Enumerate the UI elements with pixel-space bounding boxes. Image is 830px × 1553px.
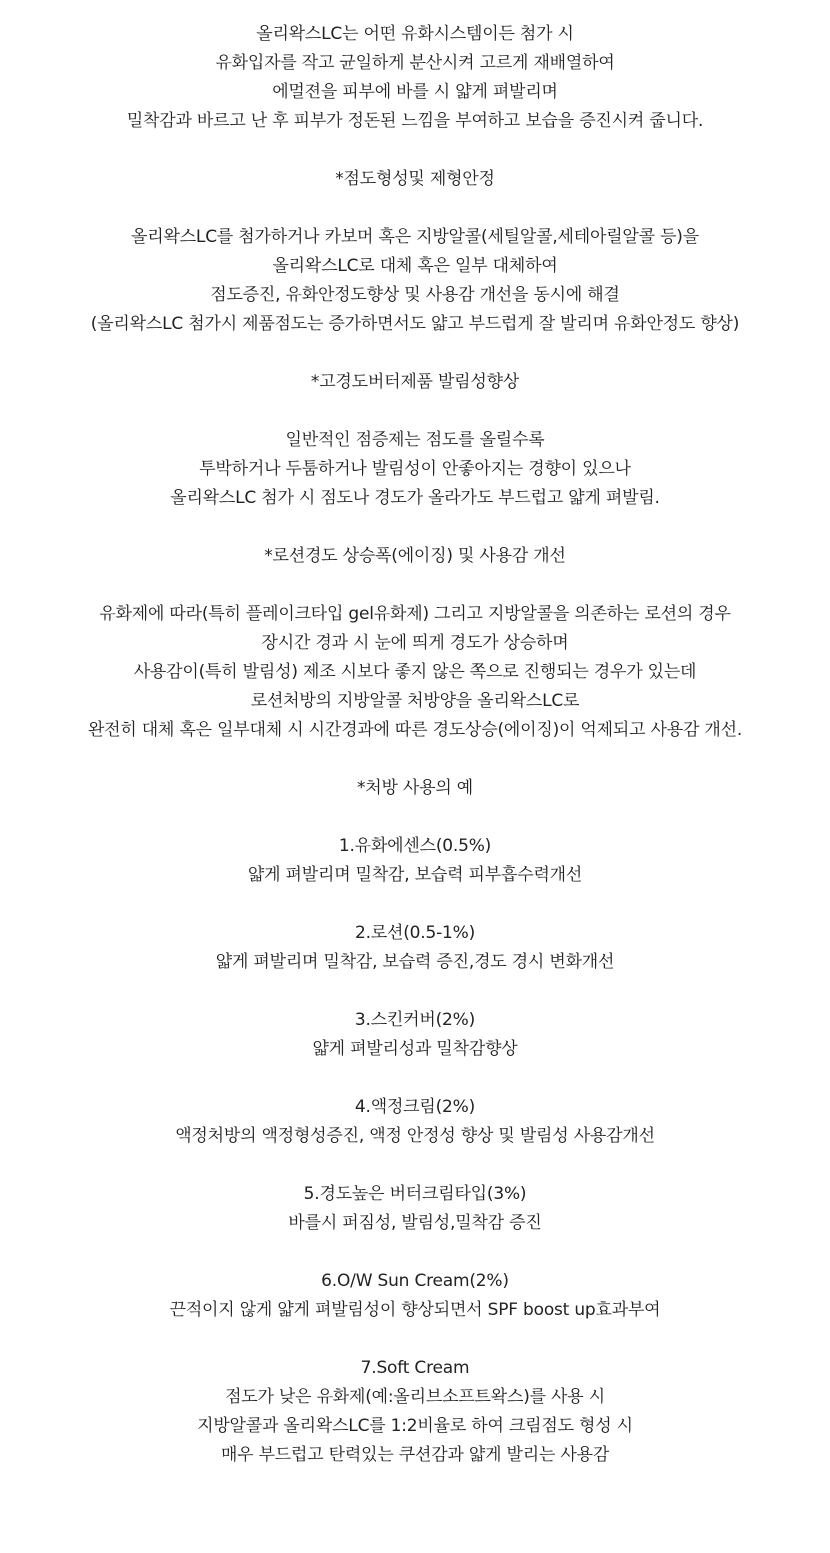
example-item bbox=[0, 1354, 830, 1470]
spacer bbox=[0, 571, 830, 600]
section-line: (올리왁스LC 첨가시 제품점도는 증가하면서도 얇고 부드럽게 잘 발리며 유화안정도 향상) bbox=[90, 314, 740, 334]
section-line: 일반적인 점증제는 점도를 올릴수록 bbox=[285, 430, 545, 450]
section-heading: *점도형성및 제형안정 bbox=[335, 169, 495, 189]
section-line: 유화제에 따라(특히 플레이크타입 gel유화제) 그리고 지방알콜을 의존하는 로션의 경우 bbox=[99, 604, 731, 624]
example-title: 1.유화에센스(0.5%) bbox=[338, 836, 492, 856]
section-butter bbox=[0, 368, 830, 513]
section-heading: *처방 사용의 예 bbox=[356, 778, 474, 798]
section-line: 올리왁스LC로 대체 혹은 일부 대체하여 bbox=[272, 256, 558, 276]
example-item bbox=[0, 1006, 830, 1064]
spacer bbox=[0, 745, 830, 774]
section-line: 점도증진, 유화안정도향상 및 사용감 개선을 동시에 해결 bbox=[210, 285, 620, 305]
section-line: 로션처방의 지방알콜 처방양을 올리왁스LC로 bbox=[250, 691, 580, 711]
example-item bbox=[0, 1267, 830, 1325]
intro-line: 밀착감과 바르고 난 후 피부가 정돈된 느낌을 부여하고 보습을 증진시켜 줍니다. bbox=[126, 111, 704, 131]
example-line: 점도가 낮은 유화제(예:올리브소프트왁스)를 사용 시 bbox=[225, 1387, 605, 1407]
section-line: 완전히 대체 혹은 일부대체 시 시간경과에 따른 경도상승(에이징)이 억제되고 사용감 개선. bbox=[87, 720, 743, 740]
example-line: 끈적이지 않게 얇게 펴발림성이 향상되면서 SPF boost up효과부여 bbox=[169, 1300, 661, 1320]
example-item bbox=[0, 1093, 830, 1151]
example-line: 얇게 펴발리성과 밀착감향상 bbox=[312, 1039, 518, 1059]
section-heading: *고경도버터제품 발림성향상 bbox=[310, 372, 520, 392]
section-viscosity bbox=[0, 165, 830, 339]
example-line: 매우 부드럽고 탄력있는 쿠션감과 얇게 발리는 사용감 bbox=[220, 1445, 610, 1465]
section-heading: *로션경도 상승폭(에이징) 및 사용감 개선 bbox=[264, 546, 566, 566]
example-line: 지방알콜과 올리왁스LC를 1:2비율로 하여 크림점도 형성 시 bbox=[197, 1416, 633, 1436]
spacer bbox=[0, 136, 830, 165]
example-title: 3.스킨커버(2%) bbox=[354, 1010, 476, 1030]
spacer bbox=[0, 397, 830, 426]
example-item bbox=[0, 1180, 830, 1238]
example-item bbox=[0, 919, 830, 977]
spacer bbox=[0, 1151, 830, 1180]
spacer bbox=[0, 803, 830, 832]
spacer bbox=[0, 339, 830, 368]
spacer bbox=[0, 1238, 830, 1267]
example-title: 7.Soft Cream bbox=[360, 1358, 470, 1378]
example-item bbox=[0, 832, 830, 890]
section-line: 올리왁스LC 첨가 시 점도나 경도가 올라가도 부드럽고 얇게 펴발림. bbox=[170, 488, 660, 508]
spacer bbox=[0, 1325, 830, 1354]
section-aging bbox=[0, 542, 830, 745]
intro-block bbox=[0, 20, 830, 136]
spacer bbox=[0, 977, 830, 1006]
example-title: 2.로션(0.5-1%) bbox=[354, 923, 476, 943]
intro-line: 유화입자를 작고 균일하게 분산시켜 고르게 재배열하여 bbox=[215, 53, 615, 73]
example-line: 얇게 펴발리며 밀착감, 보습력 증진,경도 경시 변화개선 bbox=[215, 952, 615, 972]
section-line: 투박하거나 두툼하거나 발림성이 안좋아지는 경향이 있으나 bbox=[199, 459, 631, 479]
section-line: 사용감이(특히 발림성) 제조 시보다 좋지 않은 쪽으로 진행되는 경우가 있는데 bbox=[133, 662, 697, 682]
example-title: 6.O/W Sun Cream(2%) bbox=[321, 1271, 509, 1291]
example-line: 바를시 퍼짐성, 발림성,밀착감 증진 bbox=[288, 1213, 542, 1233]
section-examples bbox=[0, 774, 830, 1470]
example-title: 5.경도높은 버터크림타입(3%) bbox=[303, 1184, 527, 1204]
section-line: 장시간 경과 시 눈에 띄게 경도가 상승하며 bbox=[261, 633, 569, 653]
intro-line: 에멀젼을 피부에 바를 시 얇게 펴발리며 bbox=[272, 82, 558, 102]
intro-line: 올리왁스LC는 어떤 유화시스템이든 첨가 시 bbox=[256, 24, 574, 44]
spacer bbox=[0, 513, 830, 542]
spacer bbox=[0, 890, 830, 919]
example-title: 4.액정크림(2%) bbox=[354, 1097, 476, 1117]
example-line: 얇게 펴발리며 밀착감, 보습력 피부흡수력개선 bbox=[247, 865, 583, 885]
spacer bbox=[0, 194, 830, 223]
example-line: 액정처방의 액정형성증진, 액정 안정성 향상 및 발림성 사용감개선 bbox=[175, 1126, 655, 1146]
spacer bbox=[0, 1064, 830, 1093]
section-line: 올리왁스LC를 첨가하거나 카보머 혹은 지방알콜(세틸알콜,세테아릴알콜 등)을 bbox=[131, 227, 699, 247]
